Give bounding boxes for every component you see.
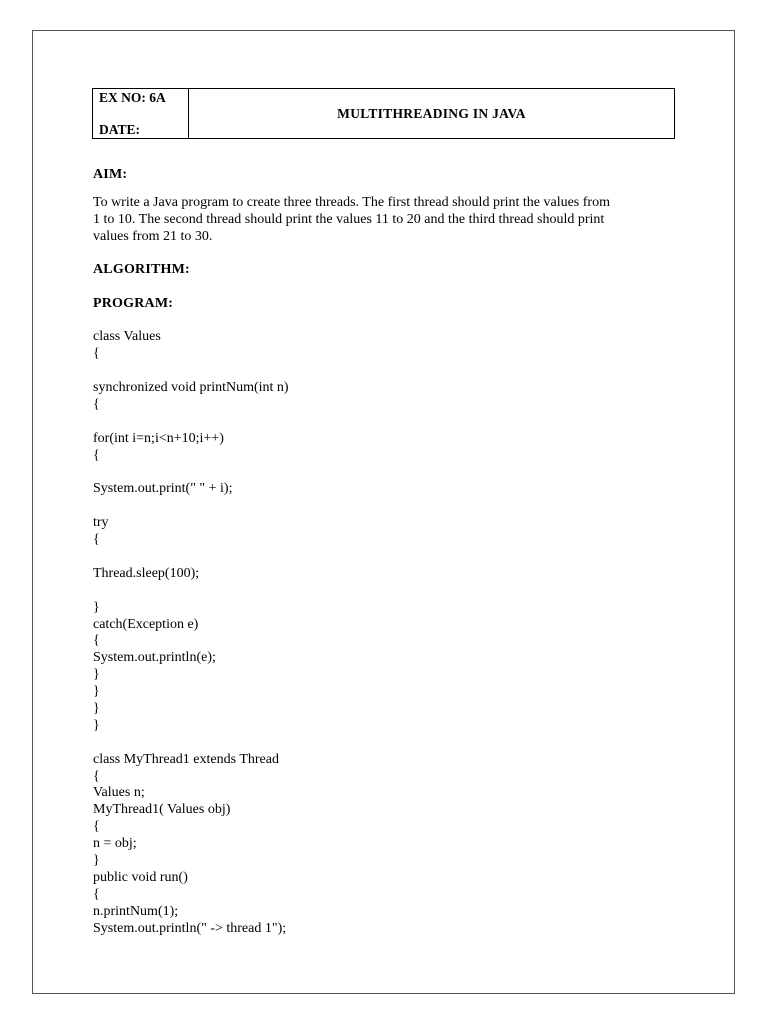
code-line: System.out.println(" -> thread 1"); (93, 920, 287, 936)
code-line (93, 735, 673, 752)
code-line: class MyThread1 extends Thread (93, 751, 279, 767)
code-line: { (93, 397, 100, 412)
code-line (93, 363, 673, 380)
code-line: { (93, 633, 100, 649)
code-line: { (93, 532, 100, 548)
code-line: { (93, 886, 100, 902)
code-line: n.printNum(1); (93, 903, 179, 919)
algorithm-heading: ALGORITHM: (93, 261, 190, 277)
aim-line: values from 21 to 30. (93, 228, 213, 244)
ex-no-label: EX NO: 6A (99, 90, 166, 105)
code-line: { (93, 768, 100, 784)
aim-line: To write a Java program to create three threads. The first thread should print the values from (93, 194, 610, 210)
header-table (92, 88, 675, 139)
code-line: System.out.println(e); (93, 650, 216, 666)
code-line: } (93, 853, 100, 869)
code-line: catch(Exception e) (93, 616, 199, 632)
code-line: } (93, 717, 100, 733)
program-heading: PROGRAM: (93, 295, 174, 311)
code-line: { (93, 346, 100, 362)
code-line: } (93, 667, 100, 683)
code-line (93, 414, 673, 431)
header-left-cell (93, 89, 189, 138)
code-line: { (93, 447, 100, 463)
code-line: System.out.print(" " + i); (93, 481, 233, 497)
code-line: Thread.sleep(100); (93, 565, 200, 581)
date-label: DATE: (99, 122, 141, 137)
document-body (93, 167, 673, 938)
code-line: { (93, 819, 100, 835)
code-line: synchronized void printNum(int n) (93, 380, 289, 396)
code-line: try (93, 515, 109, 531)
code-line: } (93, 684, 100, 700)
code-line: public void run() (93, 869, 188, 885)
code-line: n = obj; (93, 836, 137, 852)
code-line (93, 583, 673, 600)
code-line: Values n; (93, 785, 145, 801)
aim-line: 1 to 10. The second thread should print the values 11 to 20 and the third thread should print (93, 211, 605, 227)
code-line: MyThread1( Values obj) (93, 802, 231, 818)
aim-paragraph (93, 195, 673, 246)
code-line (93, 498, 673, 515)
code-line: } (93, 701, 100, 717)
aim-heading: AIM: (93, 167, 128, 182)
code-line: for(int i=n;i<n+10;i++) (93, 430, 224, 446)
code-line (93, 465, 673, 482)
code-line: class Values (93, 329, 161, 345)
program-code (93, 329, 673, 937)
code-line (93, 549, 673, 566)
code-line: } (93, 599, 100, 615)
document-title: MULTITHREADING IN JAVA (337, 105, 526, 121)
